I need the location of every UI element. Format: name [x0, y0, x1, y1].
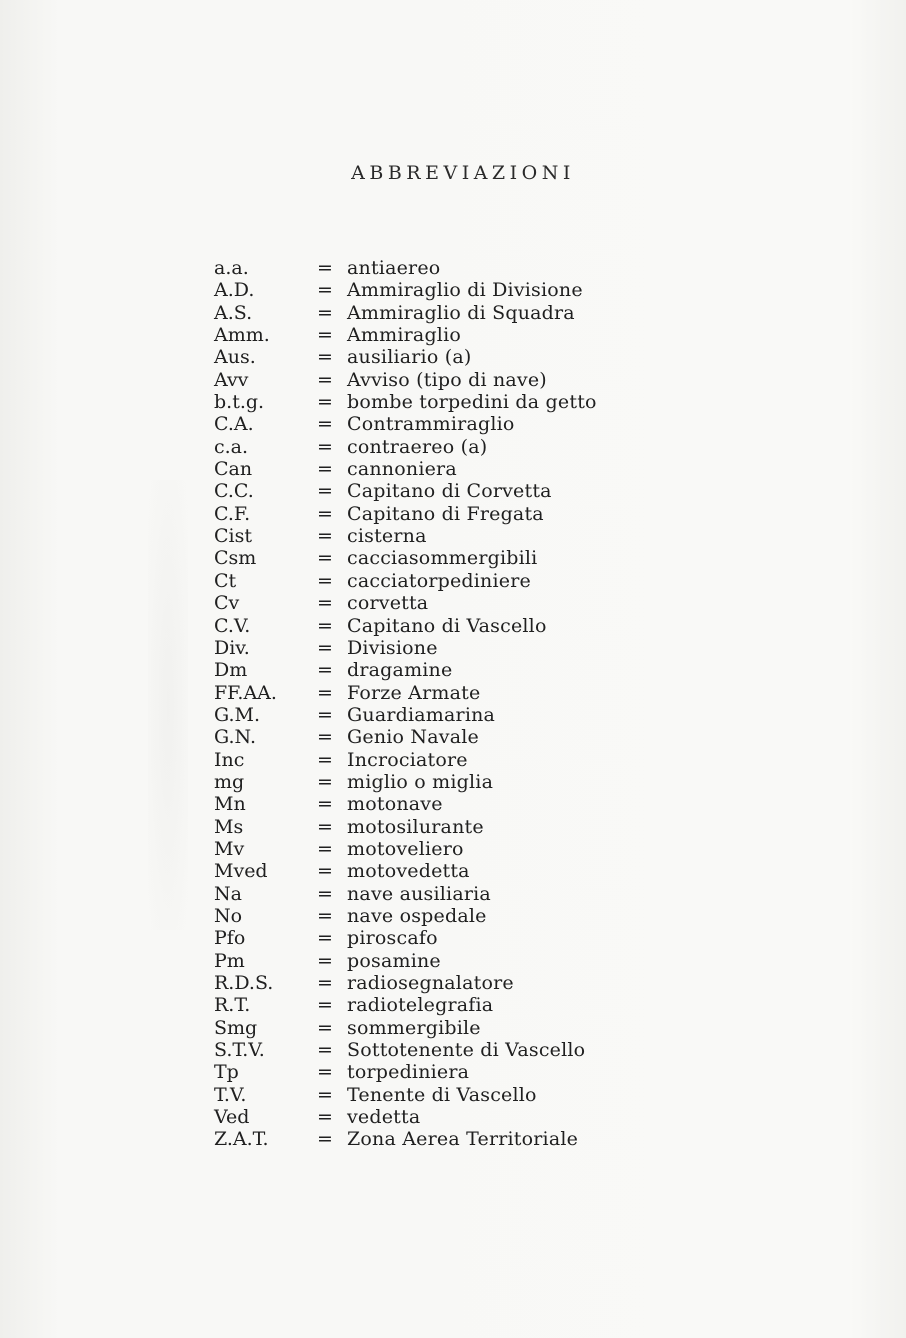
abbreviation-term: mg: [214, 770, 245, 793]
equals-sign: =: [317, 502, 333, 525]
abbreviation-meaning: Tenente di Vascello: [347, 1083, 537, 1106]
equals-sign: =: [317, 324, 333, 347]
abbreviation-meaning: cacciasommergibili: [347, 547, 538, 570]
abbreviation-meaning: motoveliero: [347, 837, 464, 860]
list-item: [0, 458, 906, 480]
abbreviation-meaning: miglio o miglia: [347, 770, 494, 793]
list-item: [0, 860, 906, 882]
equals-sign: =: [317, 413, 333, 436]
equals-sign: =: [317, 882, 333, 905]
abbreviation-meaning: Genio Navale: [347, 726, 479, 749]
equals-sign: =: [317, 949, 333, 972]
abbreviation-term: C.V.: [214, 614, 251, 637]
equals-sign: =: [317, 748, 333, 771]
list-item: [0, 324, 906, 346]
abbreviation-term: Smg: [214, 1016, 258, 1039]
equals-sign: =: [317, 927, 333, 950]
equals-sign: =: [317, 279, 333, 302]
list-item: [0, 659, 906, 681]
equals-sign: =: [317, 815, 333, 838]
abbreviation-term: a.a.: [214, 257, 249, 279]
list-item: [0, 793, 906, 815]
list-item: [0, 279, 906, 301]
abbreviation-term: Mved: [214, 860, 268, 883]
equals-sign: =: [317, 904, 333, 927]
abbreviation-meaning: torpediniera: [347, 1061, 470, 1084]
abbreviation-term: Dm: [214, 659, 248, 682]
abbreviation-term: Csm: [214, 547, 257, 570]
abbreviation-meaning: Guardiamarina: [347, 703, 496, 726]
equals-sign: =: [317, 257, 333, 279]
equals-sign: =: [317, 837, 333, 860]
list-item: [0, 302, 906, 324]
equals-sign: =: [317, 592, 333, 615]
equals-sign: =: [317, 301, 333, 324]
list-item: [0, 615, 906, 637]
equals-sign: =: [317, 1061, 333, 1084]
abbreviation-term: Inc: [214, 748, 245, 771]
list-item: [0, 413, 906, 435]
list-item: [0, 1061, 906, 1083]
abbreviation-meaning: antiaereo: [347, 257, 441, 279]
abbreviation-meaning: dragamine: [347, 659, 453, 682]
equals-sign: =: [317, 614, 333, 637]
list-item: [0, 771, 906, 793]
abbreviation-meaning: vedetta: [347, 1106, 421, 1129]
abbreviation-meaning: Capitano di Vascello: [347, 614, 547, 637]
list-item: [0, 391, 906, 413]
abbreviation-meaning: radiotelegrafia: [347, 994, 494, 1017]
abbreviation-term: Pm: [214, 949, 245, 972]
abbreviation-term: C.C.: [214, 480, 254, 503]
abbreviation-meaning: Ammiraglio di Divisione: [347, 279, 583, 302]
equals-sign: =: [317, 770, 333, 793]
equals-sign: =: [317, 391, 333, 414]
list-item: [0, 1017, 906, 1039]
equals-sign: =: [317, 480, 333, 503]
list-item: [0, 905, 906, 927]
abbreviation-term: Div.: [214, 636, 250, 659]
list-item: [0, 592, 906, 614]
abbreviation-term: Mn: [214, 793, 246, 816]
equals-sign: =: [317, 994, 333, 1017]
abbreviation-term: Ms: [214, 815, 244, 838]
equals-sign: =: [317, 1039, 333, 1062]
abbreviation-term: A.S.: [214, 301, 253, 324]
equals-sign: =: [317, 525, 333, 548]
abbreviation-meaning: radiosegnalatore: [347, 972, 514, 994]
list-item: [0, 927, 906, 949]
abbreviation-meaning: Capitano di Fregata: [347, 502, 544, 525]
list-item: [0, 838, 906, 860]
list-item: [0, 637, 906, 659]
abbreviation-meaning: Ammiraglio: [347, 324, 461, 347]
abbreviation-meaning: Divisione: [347, 636, 438, 659]
list-item: [0, 480, 906, 502]
abbreviation-list: [0, 257, 906, 1151]
abbreviation-term: Na: [214, 882, 242, 905]
equals-sign: =: [317, 569, 333, 592]
equals-sign: =: [317, 458, 333, 481]
list-item: [0, 704, 906, 726]
list-item: [0, 1039, 906, 1061]
list-item: [0, 1084, 906, 1106]
abbreviation-meaning: Avviso (tipo di nave): [347, 368, 547, 391]
list-item: [0, 726, 906, 748]
abbreviation-term: Mv: [214, 837, 245, 860]
abbreviation-term: Cv: [214, 592, 240, 615]
equals-sign: =: [317, 726, 333, 749]
equals-sign: =: [317, 435, 333, 458]
abbreviation-term: C.F.: [214, 502, 251, 525]
abbreviation-term: R.D.S.: [214, 972, 274, 994]
list-item: [0, 547, 906, 569]
abbreviation-meaning: Contrammiraglio: [347, 413, 515, 436]
equals-sign: =: [317, 659, 333, 682]
abbreviation-meaning: Forze Armate: [347, 681, 481, 704]
list-item: [0, 682, 906, 704]
equals-sign: =: [317, 1016, 333, 1039]
abbreviation-term: Z.A.T.: [214, 1128, 269, 1151]
abbreviation-meaning: bombe torpedini da getto: [347, 391, 597, 414]
abbreviation-term: G.M.: [214, 703, 261, 726]
list-item: [0, 369, 906, 391]
abbreviation-meaning: Zona Aerea Territoriale: [347, 1128, 579, 1151]
abbreviation-meaning: motovedetta: [347, 860, 470, 883]
abbreviation-term: Tp: [214, 1061, 239, 1084]
abbreviation-meaning: ausiliario (a): [347, 346, 472, 369]
list-item: [0, 436, 906, 458]
abbreviation-term: Can: [214, 458, 253, 481]
abbreviation-meaning: Sottotenente di Vascello: [347, 1039, 586, 1062]
abbreviation-meaning: Ammiraglio di Squadra: [347, 301, 575, 324]
list-item: [0, 950, 906, 972]
list-item: [0, 749, 906, 771]
list-item: [0, 816, 906, 838]
abbreviation-meaning: cacciatorpediniere: [347, 569, 531, 592]
equals-sign: =: [317, 1106, 333, 1129]
abbreviation-term: S.T.V.: [214, 1039, 265, 1062]
abbreviation-term: FF.AA.: [214, 681, 277, 704]
abbreviation-term: Ct: [214, 569, 237, 592]
abbreviation-meaning: nave ospedale: [347, 904, 487, 927]
list-item: [0, 503, 906, 525]
abbreviation-meaning: sommergibile: [347, 1016, 481, 1039]
abbreviation-meaning: cisterna: [347, 525, 427, 548]
abbreviation-meaning: posamine: [347, 949, 441, 972]
abbreviation-term: Amm.: [214, 324, 270, 347]
abbreviation-meaning: Capitano di Corvetta: [347, 480, 552, 503]
abbreviation-meaning: nave ausiliaria: [347, 882, 491, 905]
abbreviation-meaning: Incrociatore: [347, 748, 468, 771]
equals-sign: =: [317, 793, 333, 816]
list-item: [0, 1106, 906, 1128]
abbreviation-meaning: motosilurante: [347, 815, 484, 838]
list-item: [0, 994, 906, 1016]
abbreviation-meaning: corvetta: [347, 592, 429, 615]
equals-sign: =: [317, 1083, 333, 1106]
list-item: [0, 570, 906, 592]
abbreviation-term: Cist: [214, 525, 252, 548]
list-item: [0, 257, 906, 279]
abbreviation-meaning: motonave: [347, 793, 443, 816]
list-item: [0, 1128, 906, 1150]
equals-sign: =: [317, 346, 333, 369]
equals-sign: =: [317, 703, 333, 726]
abbreviation-term: Aus.: [214, 346, 256, 369]
abbreviation-term: R.T.: [214, 994, 251, 1017]
abbreviation-meaning: contraereo (a): [347, 435, 488, 458]
abbreviation-term: c.a.: [214, 435, 249, 458]
equals-sign: =: [317, 1128, 333, 1151]
equals-sign: =: [317, 860, 333, 883]
equals-sign: =: [317, 681, 333, 704]
abbreviation-term: Avv: [214, 368, 249, 391]
abbreviation-meaning: cannoniera: [347, 458, 457, 481]
equals-sign: =: [317, 636, 333, 659]
abbreviation-term: Pfo: [214, 927, 246, 950]
abbreviation-term: A.D.: [214, 279, 255, 302]
equals-sign: =: [317, 547, 333, 570]
abbreviation-term: No: [214, 904, 243, 927]
list-item: [0, 883, 906, 905]
list-item: [0, 346, 906, 368]
list-item: [0, 972, 906, 994]
abbreviation-term: b.t.g.: [214, 391, 265, 414]
page-title: ABBREVIAZIONI: [351, 162, 575, 184]
abbreviation-meaning: piroscafo: [347, 927, 438, 950]
abbreviation-term: T.V.: [214, 1083, 247, 1106]
equals-sign: =: [317, 972, 333, 994]
equals-sign: =: [317, 368, 333, 391]
abbreviation-term: C.A.: [214, 413, 254, 436]
abbreviation-term: Ved: [214, 1106, 250, 1129]
abbreviation-term: G.N.: [214, 726, 256, 749]
list-item: [0, 525, 906, 547]
